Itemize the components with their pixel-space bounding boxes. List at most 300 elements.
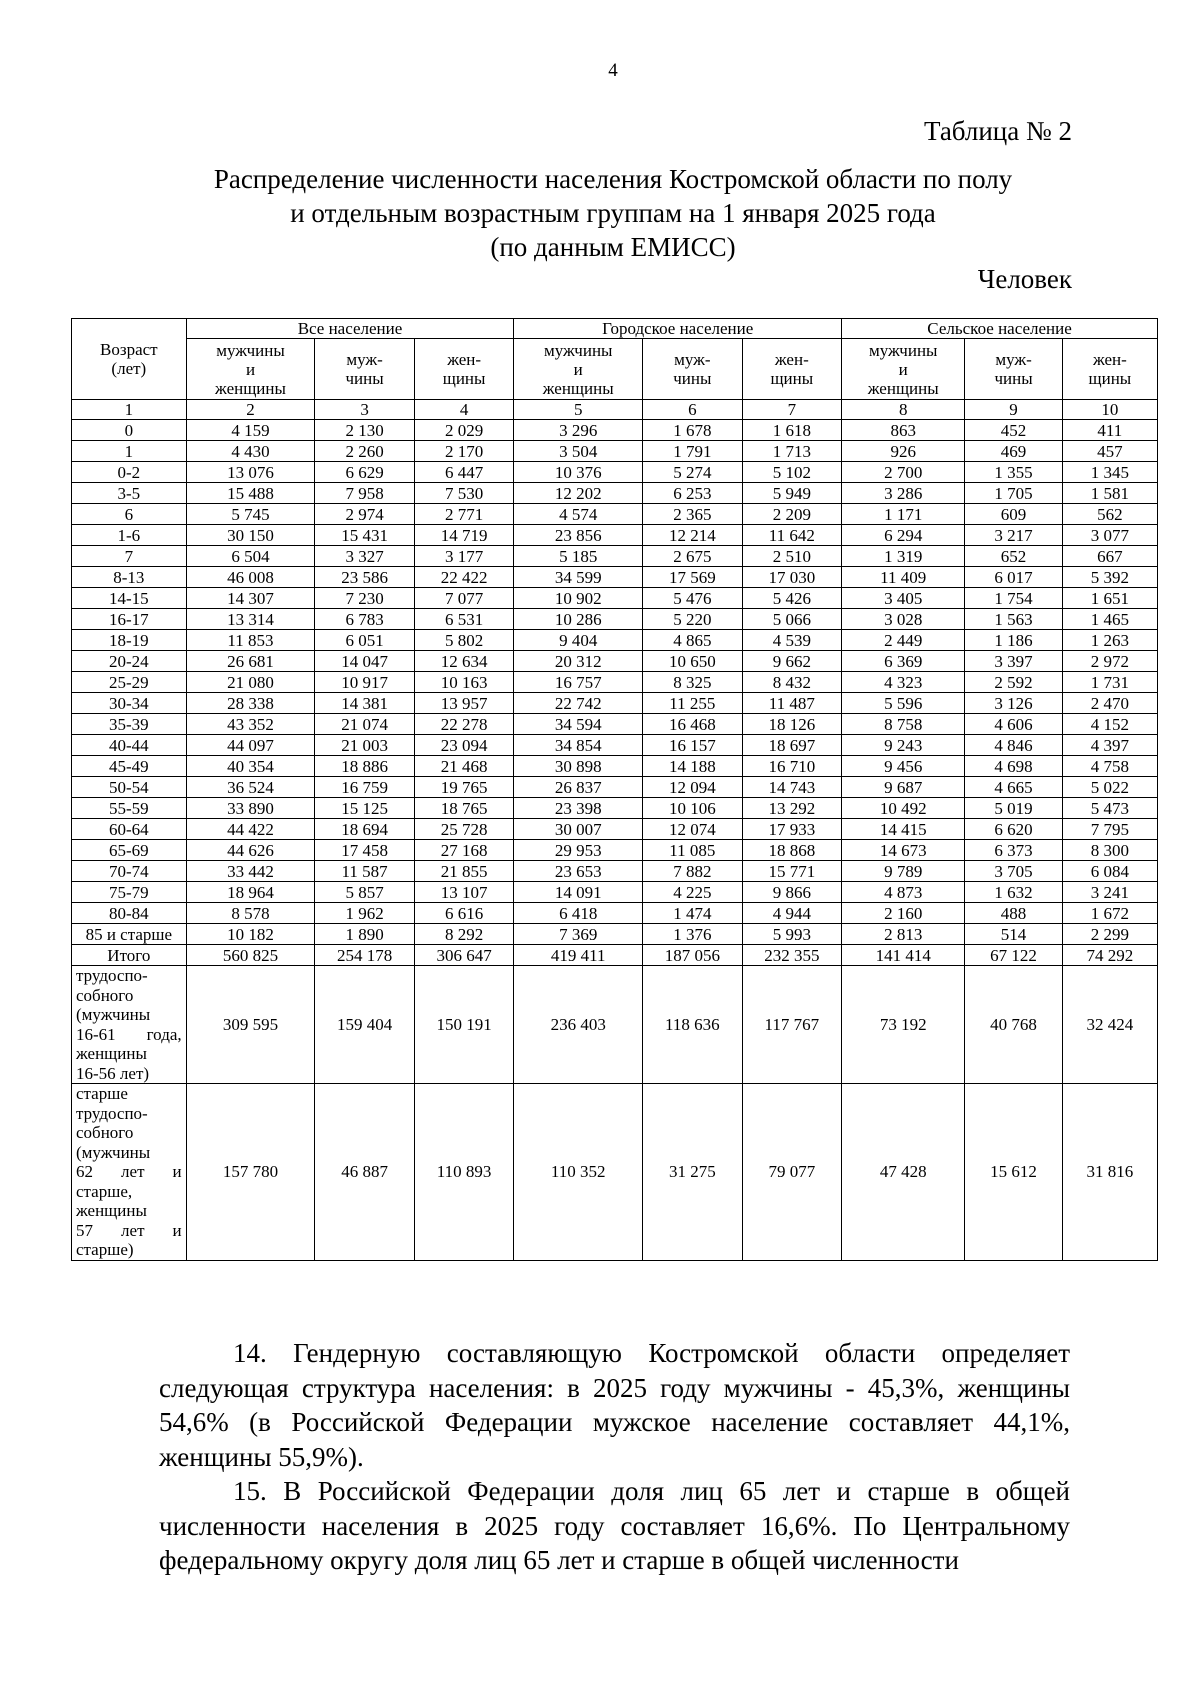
- value-cell: 452: [965, 420, 1062, 441]
- value-cell: 1 474: [643, 903, 743, 924]
- value-cell: 236 403: [514, 966, 643, 1084]
- value-cell: 21 855: [414, 861, 514, 882]
- value-cell: 6 051: [315, 630, 415, 651]
- value-cell: 79 077: [742, 1084, 842, 1261]
- value-cell: 4 152: [1062, 714, 1157, 735]
- value-cell: 18 868: [742, 840, 842, 861]
- age-cell: 40-44: [72, 735, 187, 756]
- value-cell: 6 783: [315, 609, 415, 630]
- value-cell: 1 618: [742, 420, 842, 441]
- value-cell: 6 373: [965, 840, 1062, 861]
- value-cell: 34 594: [514, 714, 643, 735]
- value-cell: 7 882: [643, 861, 743, 882]
- value-cell: 12 094: [643, 777, 743, 798]
- value-cell: 43 352: [186, 714, 315, 735]
- value-cell: 17 458: [315, 840, 415, 861]
- value-cell: 2 130: [315, 420, 415, 441]
- age-cell: 1-6: [72, 525, 187, 546]
- value-cell: 5 802: [414, 630, 514, 651]
- value-cell: 10 182: [186, 924, 315, 945]
- subheader-line: муж-: [346, 350, 383, 369]
- table-row: [72, 504, 1158, 525]
- subheader-line: и: [245, 359, 256, 379]
- value-cell: 1 651: [1062, 588, 1157, 609]
- value-cell: 46 008: [186, 567, 315, 588]
- value-cell: 4 873: [842, 882, 965, 903]
- value-cell: 16 757: [514, 672, 643, 693]
- age-cell: 25-29: [72, 672, 187, 693]
- value-cell: 254 178: [315, 945, 415, 966]
- value-cell: 5 220: [643, 609, 743, 630]
- subheader-line: щины: [442, 369, 486, 388]
- value-cell: 4 539: [742, 630, 842, 651]
- value-cell: 15 612: [965, 1084, 1062, 1261]
- value-cell: 16 759: [315, 777, 415, 798]
- subheader-line: муж-: [674, 350, 711, 369]
- value-cell: 18 697: [742, 735, 842, 756]
- value-cell: 28 338: [186, 693, 315, 714]
- value-cell: 14 743: [742, 777, 842, 798]
- table-row: [72, 861, 1158, 882]
- value-cell: 2 470: [1062, 693, 1157, 714]
- value-cell: 9 789: [842, 861, 965, 882]
- value-cell: 667: [1062, 546, 1157, 567]
- value-cell: 34 854: [514, 735, 643, 756]
- value-cell: 3 397: [965, 651, 1062, 672]
- value-cell: 2 510: [742, 546, 842, 567]
- value-cell: 110 352: [514, 1084, 643, 1261]
- value-cell: 18 694: [315, 819, 415, 840]
- value-cell: 4 606: [965, 714, 1062, 735]
- value-cell: 3 705: [965, 861, 1062, 882]
- table-row: [72, 588, 1158, 609]
- subheader-line: жен-: [447, 350, 482, 369]
- value-cell: 514: [965, 924, 1062, 945]
- table-row: [72, 714, 1158, 735]
- value-cell: 7 795: [1062, 819, 1157, 840]
- value-cell: 18 964: [186, 882, 315, 903]
- value-cell: 31 275: [643, 1084, 743, 1261]
- table-row: [72, 945, 1158, 966]
- value-cell: 22 278: [414, 714, 514, 735]
- value-cell: 1 345: [1062, 462, 1157, 483]
- value-cell: 15 771: [742, 861, 842, 882]
- value-cell: 1 705: [965, 483, 1062, 504]
- unit-label: Человек: [977, 264, 1072, 294]
- value-cell: 36 524: [186, 777, 315, 798]
- value-cell: 2 700: [842, 462, 965, 483]
- value-cell: 46 887: [315, 1084, 415, 1261]
- value-cell: 13 314: [186, 609, 315, 630]
- value-cell: 5 185: [514, 546, 643, 567]
- category-label-line: 16-56 лет): [76, 1063, 150, 1083]
- value-cell: 8 292: [414, 924, 514, 945]
- value-cell: 1 890: [315, 924, 415, 945]
- value-cell: 11 853: [186, 630, 315, 651]
- value-cell: 6 629: [315, 462, 415, 483]
- value-cell: 1 263: [1062, 630, 1157, 651]
- value-cell: 2 675: [643, 546, 743, 567]
- table-title: [70, 162, 1156, 264]
- value-cell: 6 620: [965, 819, 1062, 840]
- page-number: 4: [608, 60, 618, 81]
- value-cell: 31 816: [1062, 1084, 1157, 1261]
- value-cell: 5 745: [186, 504, 315, 525]
- value-cell: 12 634: [414, 651, 514, 672]
- subheader-line: щины: [770, 369, 814, 388]
- category-label-line: старше,: [76, 1181, 133, 1201]
- age-cell: 60-64: [72, 819, 187, 840]
- value-cell: 5 019: [965, 798, 1062, 819]
- category-label-line: трудоспо-: [76, 1103, 148, 1123]
- value-cell: 5 426: [742, 588, 842, 609]
- value-cell: 3 327: [315, 546, 415, 567]
- value-cell: 6 369: [842, 651, 965, 672]
- value-cell: 33 442: [186, 861, 315, 882]
- age-cell: 18-19: [72, 630, 187, 651]
- value-cell: 23 094: [414, 735, 514, 756]
- table-label: Таблица № 2: [924, 116, 1072, 146]
- value-cell: 2 260: [315, 441, 415, 462]
- value-cell: 469: [965, 441, 1062, 462]
- value-cell: 2 771: [414, 504, 514, 525]
- value-cell: 6 504: [186, 546, 315, 567]
- value-cell: 1 678: [643, 420, 743, 441]
- subheader-line: мужчины: [216, 340, 285, 360]
- group-header-urban: Городское население: [514, 319, 842, 339]
- subheader-line: мужчины: [543, 340, 613, 360]
- value-cell: 2 160: [842, 903, 965, 924]
- value-cell: 7 230: [315, 588, 415, 609]
- value-cell: 3 077: [1062, 525, 1157, 546]
- column-number: 9: [965, 400, 1062, 420]
- value-cell: 1 563: [965, 609, 1062, 630]
- age-cell: 16-17: [72, 609, 187, 630]
- value-cell: 6 418: [514, 903, 643, 924]
- value-cell: 15 125: [315, 798, 415, 819]
- table-row: [72, 672, 1158, 693]
- value-cell: 7 369: [514, 924, 643, 945]
- value-cell: 16 157: [643, 735, 743, 756]
- age-cell: 6: [72, 504, 187, 525]
- value-cell: 5 596: [842, 693, 965, 714]
- table-row-working-age: [72, 966, 1158, 1084]
- value-cell: 25 728: [414, 819, 514, 840]
- value-cell: 21 468: [414, 756, 514, 777]
- value-cell: 6 531: [414, 609, 514, 630]
- subheader-both: [842, 339, 965, 400]
- value-cell: 2 974: [315, 504, 415, 525]
- value-cell: 5 473: [1062, 798, 1157, 819]
- value-cell: 18 886: [315, 756, 415, 777]
- value-cell: 7 530: [414, 483, 514, 504]
- table-row: [72, 882, 1158, 903]
- table-row: [72, 546, 1158, 567]
- body-text: [159, 1336, 1070, 1578]
- value-cell: 30 007: [514, 819, 643, 840]
- value-cell: 13 076: [186, 462, 315, 483]
- category-label-line: 16-61 года,: [76, 1024, 182, 1044]
- value-cell: 30 898: [514, 756, 643, 777]
- paragraph: 14. Гендерную составляющую Костромской области определяет следующая структура населения: в 2025 году мужчины - 45,3%, женщины 54,6% (в Российской Федерации мужское население составляет 44,1%, женщины 55,9%).: [159, 1338, 1070, 1472]
- value-cell: 15 488: [186, 483, 315, 504]
- table-title-line: (по данным ЕМИСС): [490, 232, 736, 262]
- value-cell: 2 449: [842, 630, 965, 651]
- subheader-line: мужчины: [868, 340, 938, 360]
- age-cell: 75-79: [72, 882, 187, 903]
- age-cell: 7: [72, 546, 187, 567]
- column-number: 8: [842, 400, 965, 420]
- value-cell: 3 296: [514, 420, 643, 441]
- value-cell: 1 465: [1062, 609, 1157, 630]
- value-cell: 5 392: [1062, 567, 1157, 588]
- value-cell: 14 091: [514, 882, 643, 903]
- value-cell: 652: [965, 546, 1062, 567]
- value-cell: 22 742: [514, 693, 643, 714]
- value-cell: 3 126: [965, 693, 1062, 714]
- value-cell: 21 074: [315, 714, 415, 735]
- category-label-line: собного: [76, 985, 134, 1005]
- table-row: [72, 903, 1158, 924]
- value-cell: 4 665: [965, 777, 1062, 798]
- subheader-line: чины: [994, 369, 1033, 388]
- value-cell: 10 376: [514, 462, 643, 483]
- group-header-all: Все население: [186, 319, 514, 339]
- value-cell: 4 865: [643, 630, 743, 651]
- value-cell: 23 653: [514, 861, 643, 882]
- value-cell: 2 209: [742, 504, 842, 525]
- age-cell: 55-59: [72, 798, 187, 819]
- category-label: [72, 1084, 187, 1261]
- value-cell: 2 972: [1062, 651, 1157, 672]
- table-row: [72, 420, 1158, 441]
- value-cell: 16 468: [643, 714, 743, 735]
- subheader-both: [186, 339, 315, 400]
- table-row: [72, 756, 1158, 777]
- age-header: Возраст (лет): [72, 319, 187, 400]
- value-cell: 863: [842, 420, 965, 441]
- table-row: [72, 462, 1158, 483]
- value-cell: 232 355: [742, 945, 842, 966]
- paragraph: 15. В Российской Федерации доля лиц 65 лет и старше в общей численности населения в 2025 году составляет 16,6%. По Центральному федеральному округу доля лиц 65 лет и старше в общей численности: [159, 1476, 1070, 1575]
- value-cell: 5 857: [315, 882, 415, 903]
- table-row: [72, 630, 1158, 651]
- value-cell: 11 255: [643, 693, 743, 714]
- value-cell: 17 933: [742, 819, 842, 840]
- value-cell: 1 171: [842, 504, 965, 525]
- value-cell: 3 405: [842, 588, 965, 609]
- value-cell: 14 047: [315, 651, 415, 672]
- value-cell: 2 029: [414, 420, 514, 441]
- value-cell: 3 286: [842, 483, 965, 504]
- category-label-line: женщины: [76, 1044, 147, 1063]
- age-cell: 65-69: [72, 840, 187, 861]
- column-number: 10: [1062, 400, 1157, 420]
- value-cell: 187 056: [643, 945, 743, 966]
- age-cell: Итого: [72, 945, 187, 966]
- value-cell: 8 578: [186, 903, 315, 924]
- value-cell: 14 415: [842, 819, 965, 840]
- value-cell: 73 192: [842, 966, 965, 1084]
- value-cell: 3 504: [514, 441, 643, 462]
- age-cell: 45-49: [72, 756, 187, 777]
- value-cell: 47 428: [842, 1084, 965, 1261]
- value-cell: 4 430: [186, 441, 315, 462]
- category-label-line: женщины: [76, 1201, 147, 1220]
- value-cell: 3 177: [414, 546, 514, 567]
- subheader-women: [742, 339, 842, 400]
- value-cell: 1 581: [1062, 483, 1157, 504]
- value-cell: 5 066: [742, 609, 842, 630]
- subheader-line: и: [573, 359, 583, 379]
- value-cell: 2 592: [965, 672, 1062, 693]
- category-label-line: старше): [76, 1240, 134, 1259]
- table-row: [72, 798, 1158, 819]
- subheader-women: [414, 339, 514, 400]
- table-title-line: Распределение численности населения Костромской области по полу: [213, 164, 1013, 194]
- subheader-line: чины: [345, 369, 384, 388]
- value-cell: 10 286: [514, 609, 643, 630]
- value-cell: 27 168: [414, 840, 514, 861]
- value-cell: 74 292: [1062, 945, 1157, 966]
- subheader-men: [965, 339, 1062, 400]
- value-cell: 11 409: [842, 567, 965, 588]
- table-row-above-working-age: [72, 1084, 1158, 1261]
- table-row: [72, 924, 1158, 945]
- value-cell: 6 253: [643, 483, 743, 504]
- value-cell: 9 662: [742, 651, 842, 672]
- value-cell: 23 398: [514, 798, 643, 819]
- value-cell: 8 758: [842, 714, 965, 735]
- value-cell: 44 626: [186, 840, 315, 861]
- value-cell: 14 719: [414, 525, 514, 546]
- age-cell: 30-34: [72, 693, 187, 714]
- age-cell: 35-39: [72, 714, 187, 735]
- subheader-line: муж-: [995, 350, 1032, 369]
- table-row: [72, 777, 1158, 798]
- subheader-men: [643, 339, 743, 400]
- value-cell: 33 890: [186, 798, 315, 819]
- subheader-line: жен-: [1092, 350, 1127, 369]
- value-cell: 5 022: [1062, 777, 1157, 798]
- value-cell: 306 647: [414, 945, 514, 966]
- value-cell: 34 599: [514, 567, 643, 588]
- value-cell: 21 080: [186, 672, 315, 693]
- value-cell: 10 650: [643, 651, 743, 672]
- value-cell: 14 188: [643, 756, 743, 777]
- value-cell: 309 595: [186, 966, 315, 1084]
- column-number: 6: [643, 400, 743, 420]
- value-cell: 14 673: [842, 840, 965, 861]
- subheader-both: [514, 339, 643, 400]
- table-title-line: и отдельным возрастным группам на 1 января 2025 года: [290, 198, 936, 228]
- value-cell: 11 587: [315, 861, 415, 882]
- value-cell: 22 422: [414, 567, 514, 588]
- value-cell: 4 846: [965, 735, 1062, 756]
- value-cell: 5 949: [742, 483, 842, 504]
- value-cell: 8 432: [742, 672, 842, 693]
- value-cell: 3 028: [842, 609, 965, 630]
- age-cell: 80-84: [72, 903, 187, 924]
- value-cell: 1 376: [643, 924, 743, 945]
- value-cell: 8 300: [1062, 840, 1157, 861]
- value-cell: 12 074: [643, 819, 743, 840]
- category-label: [72, 966, 187, 1084]
- category-label-line: 57 лет и: [76, 1220, 182, 1240]
- age-cell: 50-54: [72, 777, 187, 798]
- table-row: [72, 840, 1158, 861]
- age-cell: 0-2: [72, 462, 187, 483]
- value-cell: 67 122: [965, 945, 1062, 966]
- age-cell: 8-13: [72, 567, 187, 588]
- category-label-line: (мужчины: [76, 1005, 151, 1024]
- value-cell: 18 126: [742, 714, 842, 735]
- value-cell: 16 710: [742, 756, 842, 777]
- population-table: [71, 318, 1158, 1261]
- value-cell: 609: [965, 504, 1062, 525]
- value-cell: 457: [1062, 441, 1157, 462]
- value-cell: 1 791: [643, 441, 743, 462]
- value-cell: 8 325: [643, 672, 743, 693]
- value-cell: 3 217: [965, 525, 1062, 546]
- table-row: [72, 441, 1158, 462]
- value-cell: 159 404: [315, 966, 415, 1084]
- value-cell: 13 107: [414, 882, 514, 903]
- column-number: 2: [186, 400, 315, 420]
- value-cell: 3 241: [1062, 882, 1157, 903]
- group-header-rural: Сельское население: [842, 319, 1158, 339]
- value-cell: 21 003: [315, 735, 415, 756]
- value-cell: 13 292: [742, 798, 842, 819]
- value-cell: 5 476: [643, 588, 743, 609]
- value-cell: 44 422: [186, 819, 315, 840]
- value-cell: 7 958: [315, 483, 415, 504]
- value-cell: 5 274: [643, 462, 743, 483]
- value-cell: 9 687: [842, 777, 965, 798]
- subheader-line: жен-: [774, 350, 809, 369]
- value-cell: 560 825: [186, 945, 315, 966]
- value-cell: 10 902: [514, 588, 643, 609]
- table-row: [72, 525, 1158, 546]
- value-cell: 117 767: [742, 966, 842, 1084]
- value-cell: 11 642: [742, 525, 842, 546]
- value-cell: 14 307: [186, 588, 315, 609]
- value-cell: 157 780: [186, 1084, 315, 1261]
- category-label-line: старше: [76, 1084, 128, 1103]
- value-cell: 9 243: [842, 735, 965, 756]
- column-number: 4: [414, 400, 514, 420]
- value-cell: 40 768: [965, 966, 1062, 1084]
- column-number: 1: [72, 400, 187, 420]
- value-cell: 17 569: [643, 567, 743, 588]
- value-cell: 4 159: [186, 420, 315, 441]
- subheader-line: и: [898, 359, 908, 379]
- value-cell: 2 299: [1062, 924, 1157, 945]
- table-row: [72, 819, 1158, 840]
- value-cell: 6 017: [965, 567, 1062, 588]
- value-cell: 1 186: [965, 630, 1062, 651]
- age-cell: 70-74: [72, 861, 187, 882]
- category-label-line: собного: [76, 1123, 134, 1142]
- age-cell: 0: [72, 420, 187, 441]
- age-cell: 1: [72, 441, 187, 462]
- value-cell: 488: [965, 903, 1062, 924]
- value-cell: 10 917: [315, 672, 415, 693]
- value-cell: 6 616: [414, 903, 514, 924]
- value-cell: 1 319: [842, 546, 965, 567]
- value-cell: 23 586: [315, 567, 415, 588]
- value-cell: 6 294: [842, 525, 965, 546]
